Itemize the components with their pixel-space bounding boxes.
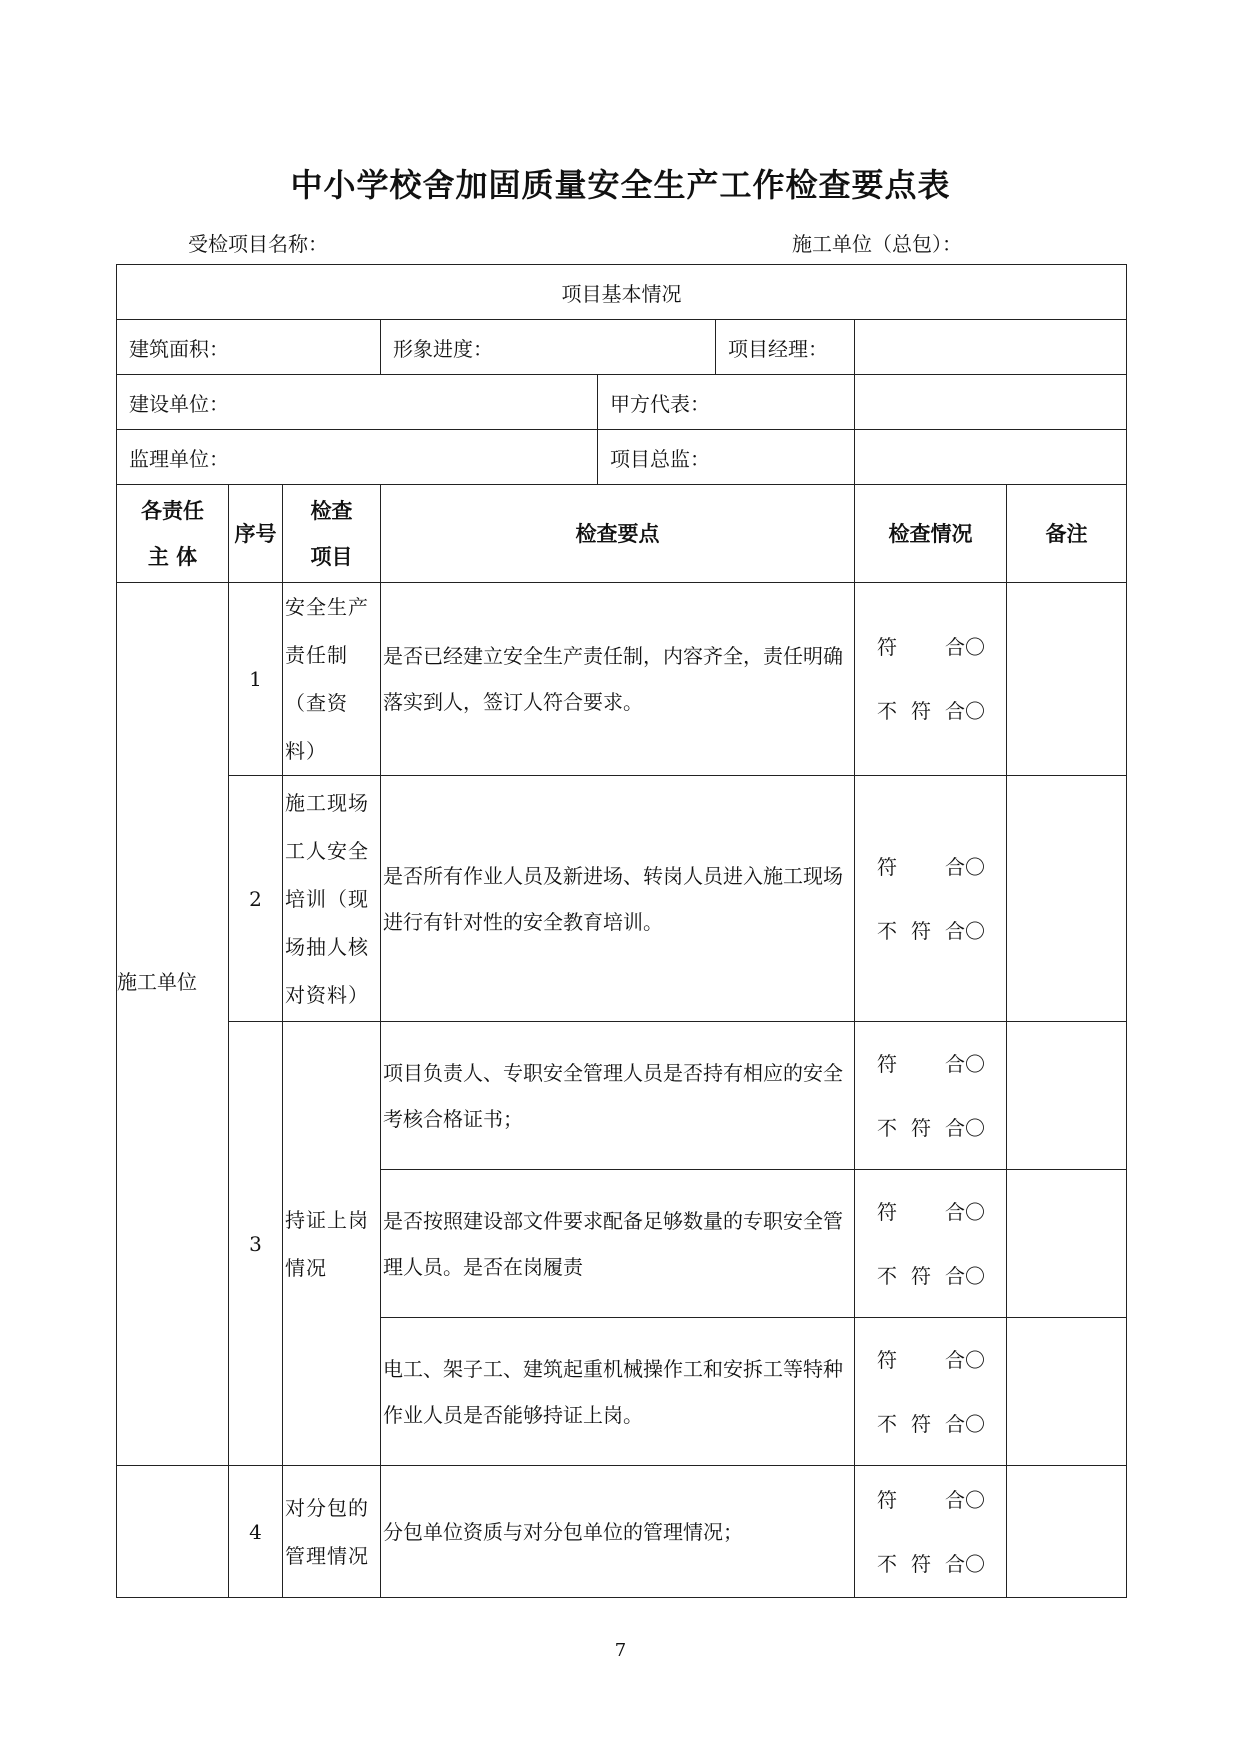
inspection-table [116, 264, 1127, 1598]
header-seq: 序号 [229, 485, 283, 583]
construction-unit-field [117, 375, 855, 430]
row-item: 对分包的管理情况 [283, 1466, 381, 1598]
construction-unit-label: 建设单位： [129, 391, 229, 416]
remarks-cell [1007, 776, 1127, 1022]
row-item: 施工现场工人安全培训（现场抽人核对资料） [283, 776, 381, 1022]
status-cell: 符 合〇 不 符 合〇 [855, 583, 1007, 776]
row-seq: 4 [229, 1466, 283, 1598]
table-row [117, 1466, 1127, 1598]
row-point: 是否按照建设部文件要求配备足够数量的专职安全管理人员。是否在岗履责 [381, 1170, 855, 1318]
subject-cell-empty [117, 1466, 229, 1598]
project-name-label: 受检项目名称： [188, 232, 328, 256]
status-cell: 符 合〇 不 符 合〇 [855, 1022, 1007, 1170]
chief-supervisor-label: 项目总监： [610, 446, 710, 471]
header-points: 检查要点 [381, 485, 855, 583]
row-seq: 1 [229, 583, 283, 776]
row-point: 电工、架子工、建筑起重机械操作工和安拆工等特种作业人员是否能够持证上岗。 [381, 1318, 855, 1466]
remarks-cell [1007, 1170, 1127, 1318]
status-cell: 符 合〇 不 符 合〇 [855, 1318, 1007, 1466]
page-title: 中小学校舍加固质量安全生产工作检查要点表 [290, 166, 951, 204]
building-area-field: 建筑面积： [117, 320, 381, 375]
row-seq: 2 [229, 776, 283, 1022]
table-row [117, 1022, 1127, 1170]
row-item: 持证上岗情况 [283, 1022, 381, 1466]
owner-rep-label: 甲方代表： [610, 391, 710, 416]
status-cell: 符 合〇 不 符 合〇 [855, 1466, 1007, 1598]
basic-info-title: 项目基本情况 [117, 265, 1127, 320]
row-point: 分包单位资质与对分包单位的管理情况； [381, 1466, 855, 1598]
row-point: 是否所有作业人员及新进场、转岗人员进入施工现场进行有针对性的安全教育培训。 [381, 776, 855, 1022]
supervision-unit-field [117, 430, 855, 485]
status-cell: 符 合〇 不 符 合〇 [855, 776, 1007, 1022]
status-cell: 符 合〇 不 符 合〇 [855, 1170, 1007, 1318]
table-row [117, 776, 1127, 1022]
subject-cell: 施工单位 [117, 583, 229, 1466]
header-responsible: 各责任 主 体 [117, 485, 229, 583]
progress-label: 形象进度： [393, 336, 493, 361]
project-manager-label: 项目经理： [728, 336, 828, 361]
remarks-cell [1007, 1318, 1127, 1466]
chief-supervisor-cell [855, 430, 1127, 485]
remarks-cell [1007, 1022, 1127, 1170]
progress-field [381, 320, 855, 375]
row-point: 项目负责人、专职安全管理人员是否持有相应的安全考核合格证书； [381, 1022, 855, 1170]
row-point: 是否已经建立安全生产责任制，内容齐全，责任明确落实到人，签订人符合要求。 [381, 583, 855, 776]
header-item: 检查 项目 [283, 485, 381, 583]
page-number: 7 [614, 1640, 627, 1661]
row-seq: 3 [229, 1022, 283, 1466]
header-status: 检查情况 [855, 485, 1007, 583]
project-manager-cell [855, 320, 1127, 375]
contractor-label: 施工单位（总包）： [792, 232, 962, 256]
header-remarks: 备注 [1007, 485, 1127, 583]
supervision-unit-label: 监理单位： [129, 446, 229, 471]
remarks-cell [1007, 583, 1127, 776]
remarks-cell [1007, 1466, 1127, 1598]
table-row [117, 583, 1127, 776]
row-item: 安全生产责任制（查资料） [283, 583, 381, 776]
owner-rep-cell [855, 375, 1127, 430]
